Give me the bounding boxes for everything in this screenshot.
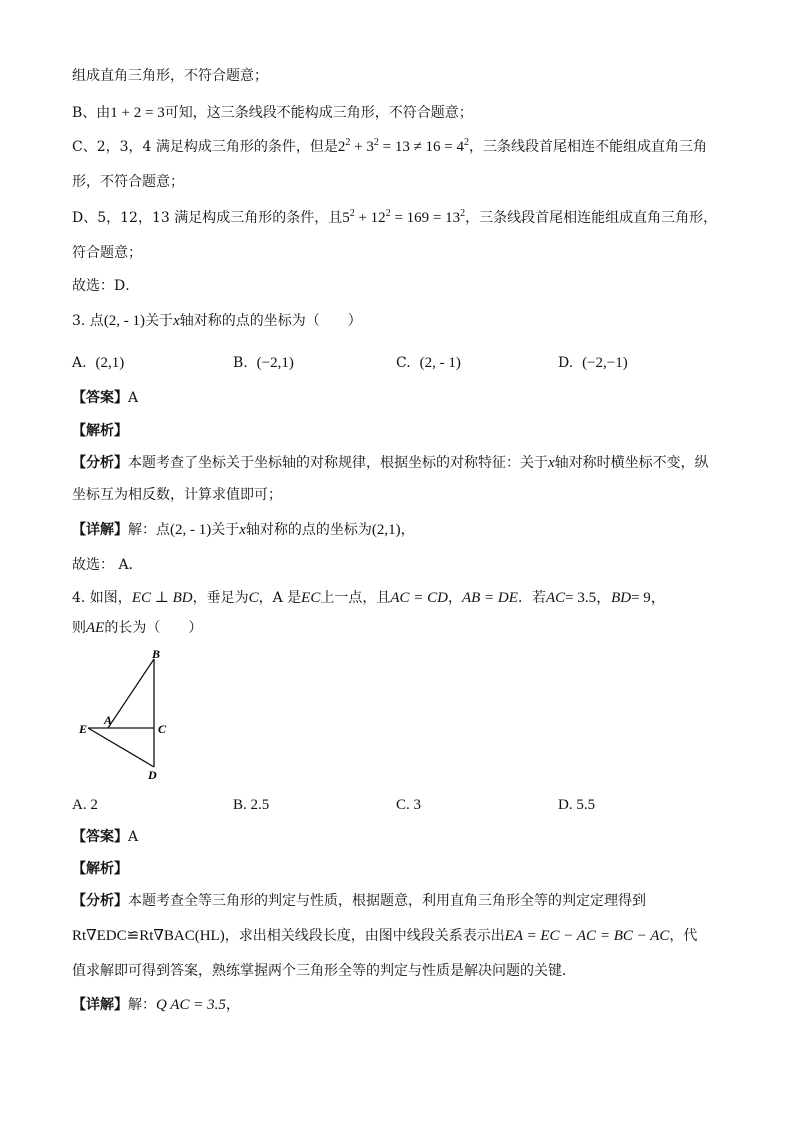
text-line — [72, 926, 697, 946]
label-c: C — [158, 722, 167, 736]
answer-tag: 【答案】 — [72, 390, 128, 406]
option-value: (−2,1) — [256, 355, 294, 371]
math-expression: 1 + 2 = 3 — [110, 105, 165, 121]
text-line — [72, 485, 282, 505]
math-variable: C — [248, 590, 259, 606]
text: ，三条线段首尾相连不能组成直角三 — [469, 139, 694, 155]
math-expression: $2^2 + 3^2 = 13 \ne 16 = 4^2$ — [337, 137, 470, 155]
analysis-line — [72, 421, 128, 441]
math-expression: (2, - 1) — [170, 522, 212, 538]
xiangjie-tag: 【详解】 — [72, 997, 128, 1013]
text: D、5，12，13 满足构成三角形的条件，且 — [72, 210, 343, 226]
math-variable: AC — [545, 590, 566, 606]
label-b: B — [152, 647, 161, 661]
text: 4. 如图， — [72, 590, 132, 606]
geometry-figure — [72, 645, 192, 785]
label-d: D — [148, 768, 157, 782]
option-text: A. 2 — [72, 797, 98, 813]
analysis-tag: 【解析】 — [72, 861, 128, 877]
text: C、2，3，4 满足构成三角形的条件，但是 — [72, 139, 338, 155]
answer-value: A — [128, 829, 139, 845]
segment-ab — [108, 659, 154, 728]
option-text: D. 5.5 — [558, 797, 596, 813]
math-variable: EC — [301, 590, 321, 606]
math-variable: x — [239, 522, 246, 538]
text: ，A 是 — [258, 590, 302, 606]
text: ， — [400, 522, 415, 538]
math-expression: EC ⊥ BD — [131, 590, 193, 606]
text-line — [72, 276, 139, 296]
text: 符合题意； — [72, 245, 142, 261]
math-expression: AB = DE — [461, 590, 518, 606]
fenxi-tag: 【分析】 — [72, 893, 128, 909]
option-c — [396, 353, 461, 373]
text: 轴对称的点的坐标为 — [245, 522, 372, 538]
option-c — [396, 795, 421, 815]
text-line — [72, 103, 473, 123]
text: 形，不符合题意； — [72, 174, 184, 190]
text: 轴对称时横坐标不变，纵 — [554, 455, 709, 471]
math-expression: AC = CD — [390, 590, 448, 606]
answer-tag: 【答案】 — [72, 829, 128, 845]
label-e: E — [79, 722, 88, 736]
math-variable: BD — [611, 590, 632, 606]
option-a — [72, 353, 124, 373]
label-a: A — [104, 713, 113, 727]
text-line — [72, 66, 268, 86]
text: 解：点 — [128, 522, 170, 538]
option-label: D. — [558, 355, 574, 371]
text-line — [72, 172, 184, 192]
fenxi-line — [72, 453, 709, 473]
text: ，三条线段首尾相连能组成直角三角形， — [465, 210, 718, 226]
text-line — [72, 961, 576, 981]
xiangjie-line — [72, 520, 415, 540]
analysis-tag: 【解析】 — [72, 423, 128, 439]
text: 关于 — [145, 313, 174, 329]
text: 轴对称的点的坐标为（ ） — [179, 313, 362, 329]
text: ，求出相关线段长度，由图中线段关系表示出 — [224, 928, 505, 944]
text: 值求解即可得到答案，熟练掌握两个三角形全等的判定与性质是解决问题的关键． — [72, 963, 576, 979]
text: 可知，这三条线段不能构成三角形，不符合题意； — [164, 105, 473, 121]
text: 关于 — [211, 522, 240, 538]
math-variable: AE — [86, 620, 105, 636]
math-variable: x — [173, 313, 180, 329]
text: 本题考查了坐标关于坐标轴的对称规律，根据坐标的对称特征：关于 — [128, 455, 548, 471]
question-3-stem — [72, 311, 362, 331]
text: ， — [447, 590, 462, 606]
math-expression: = 3.5， — [565, 590, 612, 606]
text: 解： — [128, 997, 156, 1013]
math-expression: (2,1) — [371, 522, 401, 538]
text-line — [72, 208, 717, 228]
xiangjie-tag: 【详解】 — [72, 522, 128, 538]
option-d — [558, 795, 595, 815]
option-b — [233, 353, 294, 373]
option-b — [233, 795, 269, 815]
option-d — [558, 353, 628, 373]
text: B、由 — [72, 105, 111, 121]
text: 角 — [693, 139, 708, 155]
text: 故选：D． — [72, 278, 140, 294]
fenxi-line — [72, 891, 646, 911]
option-label: A. — [72, 355, 87, 371]
text: 故选： A． — [72, 557, 143, 573]
xiangjie-line — [72, 995, 240, 1015]
text-line — [72, 243, 142, 263]
answer-value: A — [128, 390, 139, 406]
math-expression: Rt∇EDC≌Rt∇BAC(HL) — [72, 928, 225, 944]
text-line — [72, 555, 143, 575]
text: ．若 — [517, 590, 546, 606]
math-expression: EA = EC − AC = BC − AC — [504, 928, 670, 944]
option-label: B. — [233, 355, 248, 371]
option-a — [72, 795, 98, 815]
question-4-stem — [72, 588, 666, 608]
math-expression: $5^2 + 12^2 = 169 = 13^2$ — [342, 208, 466, 226]
text: 则 — [72, 620, 86, 636]
math-expression: = 9， — [631, 590, 666, 606]
option-value: (−2,−1) — [582, 355, 628, 371]
math-expression: Q AC = 3.5 — [156, 997, 226, 1013]
text: ， — [225, 997, 240, 1013]
text: 3. 点 — [72, 313, 104, 329]
answer-line — [72, 827, 138, 847]
text-line — [72, 618, 202, 638]
analysis-line — [72, 859, 128, 879]
option-value: (2,1) — [95, 355, 125, 371]
text: 的长为（ ） — [104, 620, 203, 636]
text: ，代 — [669, 928, 698, 944]
option-text: C. 3 — [396, 797, 422, 813]
text-line — [72, 137, 707, 157]
segment-ed — [88, 728, 154, 767]
math-expression: (2, - 1) — [103, 313, 146, 329]
option-text: B. 2.5 — [233, 797, 270, 813]
answer-line — [72, 388, 138, 408]
option-value: (2, - 1) — [419, 355, 461, 371]
text: 上一点，且 — [320, 590, 391, 606]
text: 组成直角三角形，不符合题意； — [72, 68, 268, 84]
math-variable: x — [548, 455, 555, 471]
fenxi-tag: 【分析】 — [72, 455, 128, 471]
text: ，垂足为 — [192, 590, 249, 606]
text: 坐标互为相反数，计算求值即可； — [72, 487, 282, 503]
text: 本题考查全等三角形的判定与性质，根据题意，利用直角三角形全等的判定定理得到 — [128, 893, 646, 909]
option-label: C. — [396, 355, 411, 371]
